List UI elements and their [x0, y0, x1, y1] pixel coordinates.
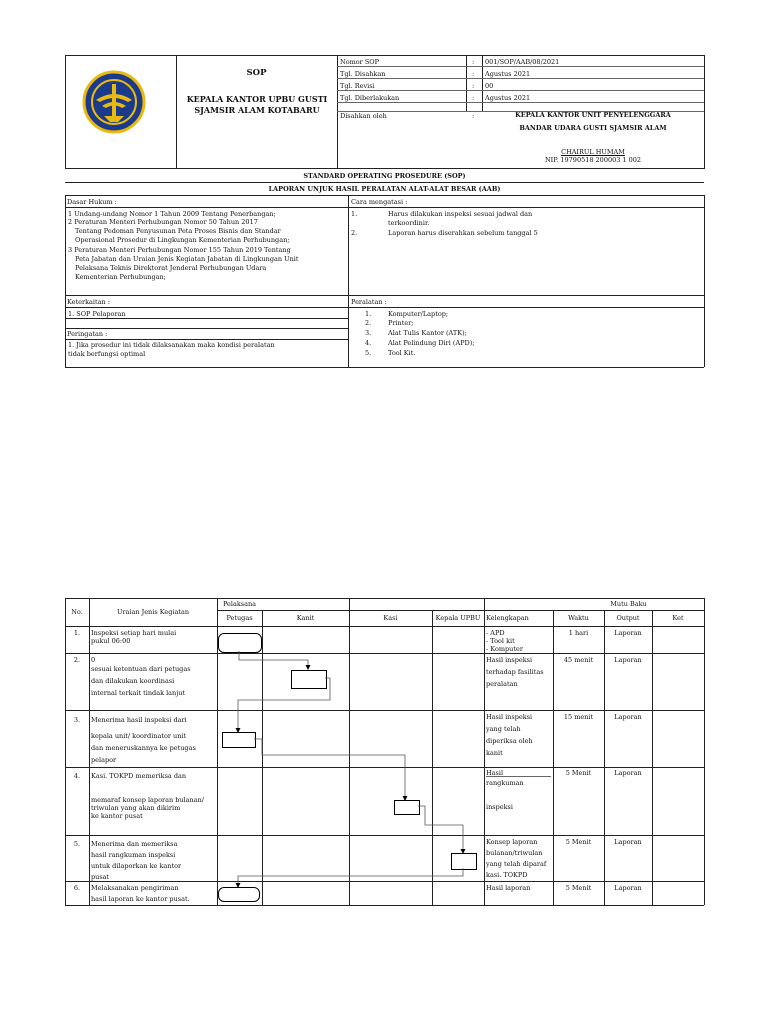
row-uraian: dan meneruskannya ke petugas [91, 744, 196, 752]
row-no: 4. [73, 772, 81, 780]
row-uraian: hasil laporan ke kantor pusat. [91, 895, 190, 903]
row-output: Laporan [614, 713, 642, 721]
meta-colon: : [472, 112, 475, 120]
col-petugas-header: Petugas [226, 614, 253, 622]
approver-title-1: KEPALA KANTOR UNIT PENYELENGGARA [515, 111, 671, 119]
row-waktu: 45 menit [563, 656, 594, 664]
meta-label-disahkan: Tgl. Disahkan [340, 70, 386, 78]
row-output: Laporan [614, 656, 642, 664]
row-output: Laporan [614, 769, 642, 777]
row-kelengkapan: - APD [486, 629, 505, 637]
peralatan-text: Alat Pelindung Diri (APD); [388, 339, 475, 347]
row-uraian: hasil rangkuman inspeksi [91, 851, 176, 859]
dasar-hukum-label: Dasar Hukum : [67, 198, 117, 206]
row-kelengkapan: Hasil inspeksi [486, 713, 533, 721]
row-uraian: untuk dilaporkan ke kantor [91, 862, 182, 870]
row-uraian: internal terkait tindak lanjut [91, 689, 186, 697]
col-ket-header: Ket [672, 614, 684, 622]
meta-label-revisi: Tgl. Revisi [340, 82, 375, 90]
row-waktu: 1 hari [568, 629, 589, 637]
peralatan-num: 1. [365, 310, 372, 318]
meta-value-nomor: 001/SOP/AAB/08/2021 [485, 58, 560, 66]
row-output: Laporan [614, 884, 642, 892]
meta-colon: : [472, 82, 475, 90]
row-kelengkapan: - Komputer [486, 645, 523, 653]
row-uraian: Menerima hasil inspeksi dari [91, 716, 187, 724]
row-uraian: dan dilakukan koordinasi [91, 677, 175, 685]
row-kelengkapan: Hasil inspeksi [486, 656, 533, 664]
row-waktu: 5 Menit [565, 769, 592, 777]
row-no: 2. [73, 656, 81, 664]
col-kepala-header: Kepala UPBU [435, 614, 481, 622]
approver-nip: NIP. 19790518 200003 1 002 [544, 156, 642, 164]
keterkaitan-item: 1. SOP Pelaporan [68, 310, 126, 318]
row-kelengkapan: inspeksi [486, 803, 513, 811]
cara-item-text: Laporan harus diserahkan sebelum tanggal 5 [388, 229, 538, 237]
meta-colon: : [472, 94, 475, 102]
row-no: 5. [73, 840, 81, 848]
row-output: Laporan [614, 629, 642, 637]
row-kelengkapan: rangkuman [486, 779, 524, 787]
row-kelengkapan: kasi. TOKPD [486, 871, 528, 879]
approver-name: CHAIRUL HUMAM [561, 148, 625, 156]
col-output-header: Output [616, 614, 640, 622]
row-uraian: kepala unit/ koordinator unit [91, 732, 187, 740]
row-kelengkapan: - Tool kit [486, 637, 515, 645]
peralatan-num: 5. [365, 349, 372, 357]
peralatan-text: Tool Kit. [388, 349, 416, 357]
row-uraian: Melaksanakan pengiriman [91, 884, 179, 892]
col-kasi-header: Kasi [383, 614, 398, 622]
row-uraian: Inspeksi setiap hari mulai [91, 629, 177, 637]
dasar-hukum-line: Kementerian Perhubungan; [75, 273, 166, 281]
row-kelengkapan: yang telah diparaf [486, 860, 547, 868]
meta-value-diberlakukan: Agustus 2021 [485, 94, 531, 102]
dasar-hukum-line: Pelaksana Teknis Direktorat Jenderal Perhubungan Udara [75, 264, 267, 272]
col-pelaksana-header: Pelaksana [222, 600, 257, 608]
row-waktu: 5 Menit [565, 838, 592, 846]
dasar-hukum-line: Peta Jabatan dan Uraian Jenis Kegiatan Jabatan di Lingkungan Unit [75, 255, 299, 263]
peringatan-item: 1. Jika prosedur ini tidak dilaksanakan maka kondisi peralatan [68, 341, 275, 349]
org-title: KEPALA KANTOR UPBU GUSTI SJAMSIR ALAM KOTABARU [186, 94, 328, 115]
doc-title-1: STANDARD OPERATING PROSEDURE (SOP) [303, 172, 466, 180]
col-kanit-header: Kanit [296, 614, 315, 622]
meta-label-nomor: Nomor SOP [340, 58, 380, 66]
row-kelengkapan: Hasil laporan [486, 884, 531, 892]
row-uraian: Menerima dan memeriksa [91, 840, 178, 848]
row-kelengkapan: kanit [486, 749, 503, 757]
row-uraian: Kasi. TOKPD memeriksa dan [91, 772, 187, 780]
row-kelengkapan: Konsep laporan [486, 838, 538, 846]
row-kelengkapan: yang telah [486, 725, 521, 733]
col-kelengkapan-header: Kelengkapan [486, 614, 529, 622]
row-no: 1. [73, 629, 81, 637]
row-no: 3. [73, 716, 81, 724]
col-uraian-header: Uraian Jenis Kegiatan [116, 608, 190, 616]
sop-label: SOP [246, 68, 267, 78]
cara-item-num: 2. [351, 229, 358, 237]
doc-title-2: LAPORAN UNJUK HASIL PERALATAN ALAT-ALAT BESAR (AAB) [268, 185, 501, 193]
row-uraian: pusat [91, 873, 110, 881]
peralatan-text: Printer; [388, 319, 414, 327]
row-uraian: memaraf konsep laporan bulanan/ [91, 796, 204, 804]
row-uraian: 0 [91, 656, 96, 664]
row-uraian: pukul 06:00 [91, 637, 131, 645]
keterkaitan-label: Keterkaitan : [67, 298, 110, 306]
peralatan-text: Komputer/Laptop; [388, 310, 449, 318]
dasar-hukum-line: 2 Peraturan Menteri Perhubungan Nomor 50 Tahun 2017 [68, 218, 258, 226]
peringatan-label: Peringatan : [67, 330, 108, 338]
row-waktu: 15 menit [563, 713, 594, 721]
meta-label-disahkan-oleh: Disahkan oleh [340, 112, 387, 120]
row-uraian: sesuai ketentuan dari petugas [91, 665, 191, 673]
peralatan-num: 2. [365, 319, 372, 327]
approver-title-2: BANDAR UDARA GUSTI SJAMSIR ALAM [519, 124, 667, 132]
dasar-hukum-line: Tentang Pedoman Penyusunan Peta Proses Bisnis dan Standar [75, 227, 281, 235]
meta-value-disahkan: Agustus 2021 [485, 70, 531, 78]
row-kelengkapan: diperiksa oleh [486, 737, 533, 745]
col-mutu-header: Mutu Baku [610, 600, 647, 608]
meta-label-diberlakukan: Tgl. Diberlakukan [340, 94, 400, 102]
meta-colon: : [472, 58, 475, 66]
row-kelengkapan: bulanan/triwulan [486, 849, 543, 857]
peralatan-num: 4. [365, 339, 372, 347]
row-output: Laporan [614, 838, 642, 846]
dasar-hukum-line: 1 Undang-undang Nomor 1 Tahun 2009 Tentang Penerbangan; [68, 210, 276, 218]
row-kelengkapan: peralatan [486, 680, 518, 688]
peralatan-label: Peralatan : [351, 298, 387, 306]
dasar-hukum-line: 3 Peraturan Menteri Perhubungan Nomor 155 Tahun 2019 Tentang [68, 246, 291, 254]
cara-item-text: Harus dilakukan inspeksi sesuai jadwal dan terkoordinir. [388, 210, 533, 227]
cara-mengatasi-label: Cara mengatasi : [351, 198, 408, 206]
peralatan-num: 3. [365, 329, 372, 337]
peringatan-item: tidak berfungsi optimal [68, 350, 146, 358]
row-uraian: ke kantor pusat [91, 812, 143, 820]
meta-colon: : [472, 70, 475, 78]
row-no: 6. [73, 884, 81, 892]
row-kelengkapan: terhadap fasilitas [486, 668, 544, 676]
col-waktu-header: Waktu [568, 614, 589, 622]
cara-item-num: 1. [351, 210, 358, 218]
peralatan-text: Alat Tulis Kantor (ATK); [388, 329, 467, 337]
col-no-header: No. [71, 608, 83, 616]
dasar-hukum-line: Operasional Prosedur di Lingkungan Kementerian Perhubungan; [75, 236, 290, 244]
row-waktu: 5 Menit [565, 884, 592, 892]
meta-value-revisi: 00 [485, 82, 494, 90]
row-uraian: triwulan yang akan dikirim [91, 804, 181, 812]
row-uraian: pelapor [91, 756, 117, 764]
row-kelengkapan: Hasil [486, 769, 504, 777]
